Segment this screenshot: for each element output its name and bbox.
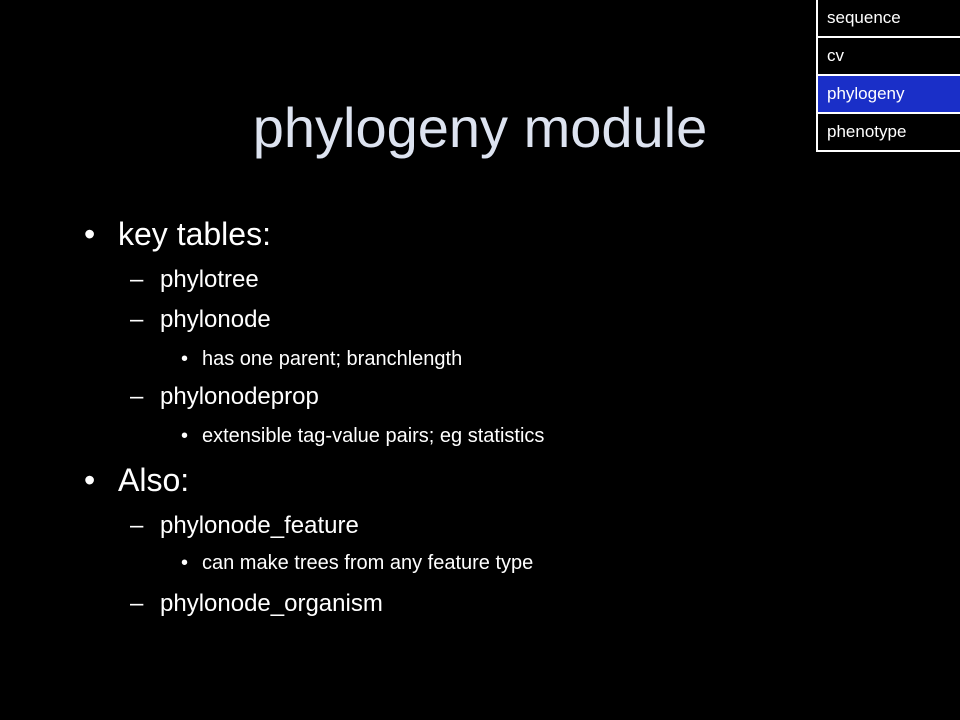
bullet-text: key tables: <box>118 216 271 252</box>
bullet-marker: • <box>181 425 189 447</box>
nav-item-phenotype[interactable]: phenotype <box>818 114 960 152</box>
dash-marker: – <box>130 512 144 539</box>
nav-item-cv[interactable]: cv <box>818 38 960 76</box>
nav-item-phylogeny[interactable]: phylogeny <box>818 76 960 114</box>
sub-bullet-phylotree <box>130 266 259 294</box>
bullet-also <box>84 462 190 498</box>
dash-marker: – <box>130 266 144 293</box>
bullet-marker: • <box>84 462 96 498</box>
slide-title: phylogeny module <box>252 96 708 159</box>
module-nav <box>816 0 960 152</box>
detail-text: has one parent; branchlength <box>202 348 463 370</box>
detail-phylonode-feature <box>181 551 534 575</box>
sub-bullet-phylonodeprop <box>130 383 319 411</box>
dash-marker: – <box>130 306 144 333</box>
sub-bullet-text: phylonode_feature <box>160 512 359 539</box>
detail-phylonode <box>181 347 463 371</box>
bullet-marker: • <box>84 216 96 252</box>
nav-item-sequence[interactable]: sequence <box>818 0 960 38</box>
bullet-text: Also: <box>118 462 190 498</box>
dash-marker: – <box>130 590 144 617</box>
detail-text: extensible tag-value pairs; eg statistics <box>202 425 545 447</box>
detail-text: can make trees from any feature type <box>202 552 534 574</box>
dash-marker: – <box>130 383 144 410</box>
sub-bullet-phylonode <box>130 306 271 334</box>
bullet-marker: • <box>181 552 189 574</box>
sub-bullet-text: phylotree <box>160 266 259 293</box>
detail-phylonodeprop <box>181 424 545 448</box>
bullet-marker: • <box>181 348 189 370</box>
sub-bullet-phylonode-organism <box>130 590 383 618</box>
sub-bullet-text: phylonode <box>160 306 271 333</box>
sub-bullet-phylonode-feature <box>130 512 359 540</box>
sub-bullet-text: phylonodeprop <box>160 383 319 410</box>
sub-bullet-text: phylonode_organism <box>160 590 383 617</box>
bullet-key-tables <box>84 216 271 252</box>
